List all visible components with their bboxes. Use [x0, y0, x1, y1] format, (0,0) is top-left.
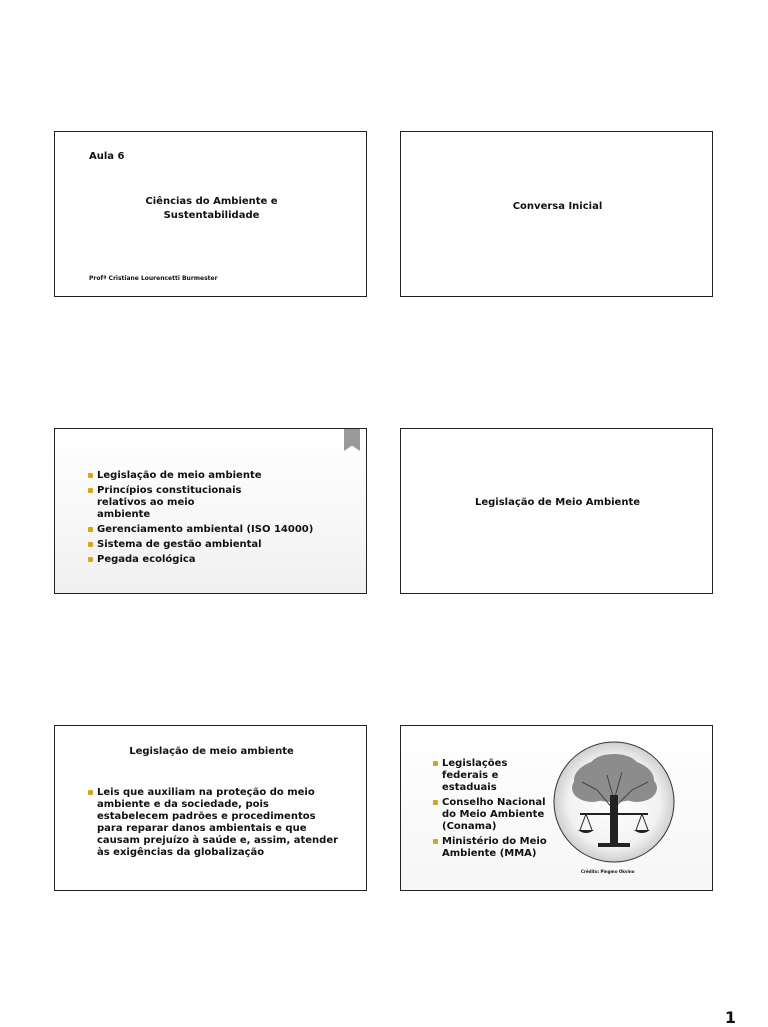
bullet-icon	[433, 761, 438, 766]
list-item: Sistema de gestão ambiental	[88, 539, 318, 551]
slide-title: Legislação de meio ambiente	[129, 746, 294, 757]
tree-scales-illustration	[552, 740, 676, 864]
list-item: Pegada ecológica	[88, 554, 318, 566]
bullet-list	[433, 758, 548, 863]
bullet-icon	[88, 473, 93, 478]
bullet-icon	[88, 488, 93, 493]
slide-5	[54, 725, 367, 891]
list-item: Princípios constitucionais relativos ao meio ambiente	[88, 485, 242, 521]
list-item: Conselho Nacional do Meio Ambiente (Conama)	[433, 797, 548, 833]
bullet-list	[88, 787, 343, 862]
list-item: Leis que auxiliam na proteção do meio ambiente e da sociedade, pois estabelecem padrões e procedimentos para reparar danos ambientais e que causam prejuízo à saúde e, assim, atender às exigências da globalização	[88, 787, 343, 859]
slide-2	[400, 131, 713, 297]
slide-6	[400, 725, 713, 891]
bullet-icon	[88, 790, 93, 795]
slide-1	[54, 131, 367, 297]
image-credit: Crédito: Pingmo Okvino	[581, 869, 635, 874]
list-item: Gerenciamento ambiental (ISO 14000)	[88, 524, 318, 536]
topic-list	[88, 470, 318, 569]
course-title-line2: Sustentabilidade	[163, 210, 260, 221]
list-item: Ministério do Meio Ambiente (MMA)	[433, 836, 548, 860]
slide-title: Legislação de Meio Ambiente	[474, 497, 641, 508]
list-item: Legislação de meio ambiente	[88, 470, 318, 482]
lesson-label: Aula 6	[89, 151, 125, 162]
list-item: Legislações federais e estaduais	[433, 758, 548, 794]
slide-title: Conversa Inicial	[512, 201, 603, 212]
bullet-icon	[88, 557, 93, 562]
page-number: 1	[724, 1008, 736, 1027]
bullet-icon	[88, 527, 93, 532]
bookmark-ribbon-icon	[344, 429, 360, 451]
bullet-icon	[433, 800, 438, 805]
author: Profª Cristiane Lourencetti Burmester	[89, 275, 218, 282]
course-title-line1: Ciências do Ambiente e	[145, 196, 278, 207]
slide-4	[400, 428, 713, 594]
bullet-icon	[88, 542, 93, 547]
bullet-icon	[433, 839, 438, 844]
slide-3	[54, 428, 367, 594]
